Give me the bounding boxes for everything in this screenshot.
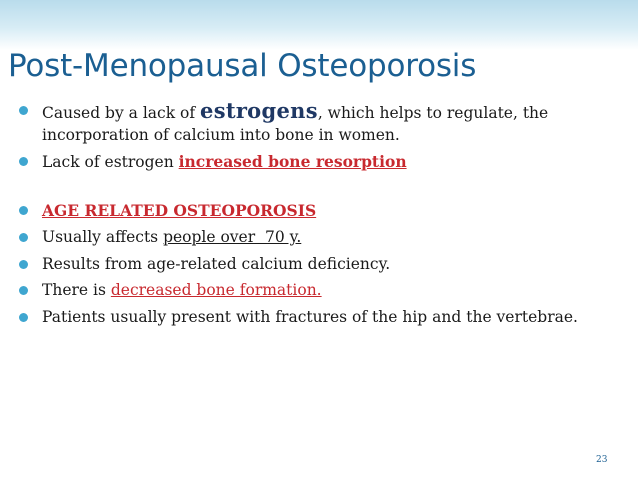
bullet-text: Results from age-related calcium deficiency. [42, 254, 391, 273]
bullet-dot-icon [19, 157, 28, 166]
slide-number: 23 [596, 455, 608, 465]
bullet-list [16, 100, 606, 333]
bullet-estrogen-cause [16, 100, 606, 146]
emphasis-bone-formation: decreased bone formation. [110, 281, 322, 299]
bullet-usually-affects [16, 227, 606, 249]
bullet-text: , which helps to regulate, the incorporation of calcium into bone in women. [42, 104, 549, 144]
bullet-fractures [16, 307, 606, 329]
bullet-dot-icon [19, 313, 28, 322]
bullet-age-related-heading [16, 200, 606, 223]
bullet-dot-icon [19, 260, 28, 269]
bullet-estrogen-lack [16, 151, 606, 174]
emphasis-age-related: AGE RELATED OSTEOPOROSIS [42, 200, 317, 220]
bullet-bone-formation [16, 280, 606, 302]
bullet-text: Lack of estrogen [42, 153, 179, 171]
emphasis-people-over-70: people over 70 y. [163, 228, 302, 246]
bullet-dot-icon [19, 206, 28, 215]
slide-title: Post-Menopausal Osteoporosis [8, 48, 477, 84]
bullet-text: Usually affects [42, 228, 164, 246]
emphasis-bone-resorption: increased bone resorption [178, 152, 407, 171]
emphasis-estrogens: estrogens [200, 98, 318, 123]
bullet-dot-icon [19, 233, 28, 242]
bullet-dot-icon [19, 106, 28, 115]
bullet-dot-icon [19, 286, 28, 295]
bullet-text: There is [42, 281, 111, 299]
bullet-text: Patients usually present with fractures of the hip and the vertebrae. [42, 307, 578, 326]
header-band [0, 0, 638, 50]
bullet-text: Caused by a lack of [42, 104, 201, 122]
bullet-calcium-deficiency [16, 254, 606, 276]
